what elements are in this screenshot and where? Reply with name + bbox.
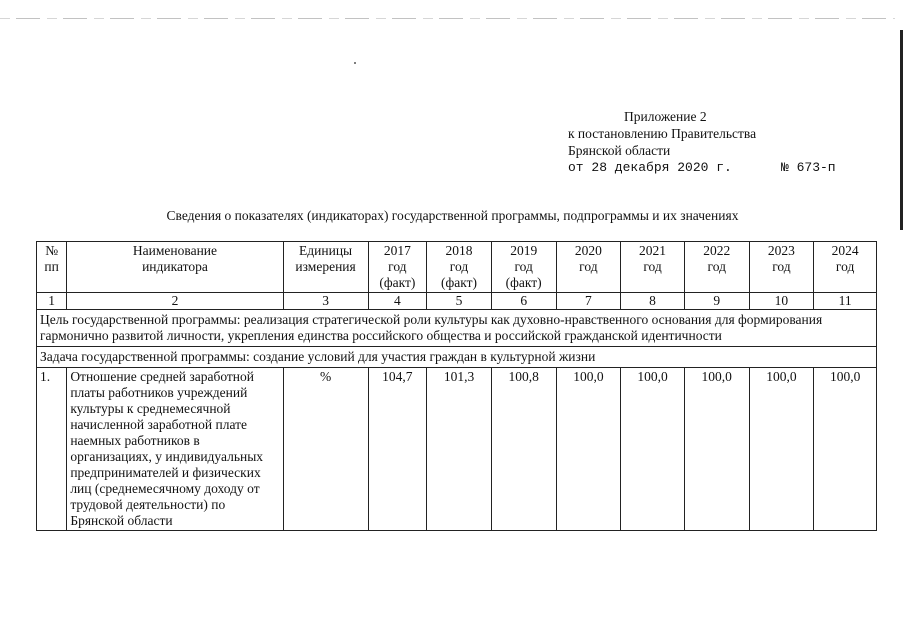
column-number-row (37, 293, 877, 310)
appendix-block (568, 108, 836, 176)
value-2024: 100,0 (814, 368, 877, 531)
column-number: 11 (814, 293, 877, 310)
column-number: 10 (749, 293, 814, 310)
column-number: 3 (283, 293, 368, 310)
goal-text: Цель государственной программы: реализация стратегической роли культуры как духовно-нравственного основания для формирования гармонично развитой личности, укрепления единства российского общества и российской гражданской идентичности (37, 310, 877, 347)
value-2022: 100,0 (684, 368, 749, 531)
value-2019: 100,8 (491, 368, 556, 531)
indicator-unit: % (283, 368, 368, 531)
column-number: 1 (37, 293, 67, 310)
row-number: 1. (37, 368, 67, 531)
header-2024: 2024 год (814, 242, 877, 293)
header-2017: 2017 год (факт) (368, 242, 427, 293)
column-number: 4 (368, 293, 427, 310)
column-number: 5 (427, 293, 492, 310)
header-2022: 2022 год (684, 242, 749, 293)
scan-edge-top (0, 18, 895, 19)
column-number: 7 (556, 293, 621, 310)
task-row (37, 347, 877, 368)
table-header-row (37, 242, 877, 293)
appendix-date: от 28 декабря 2020 г. (568, 160, 732, 175)
indicator-name: Отношение средней заработной платы работников учреждений культуры к среднемесячной начисленной заработной плате наемных работников в организациях, у индивидуальных предпринимателей и физических лиц (среднемесячному доходу от трудовой деятельности) по Брянской области (67, 368, 283, 531)
header-2021: 2021 год (621, 242, 685, 293)
value-2023: 100,0 (749, 368, 814, 531)
value-2018: 101,3 (427, 368, 492, 531)
header-unit: Единицы измерения (283, 242, 368, 293)
appendix-decree-line: к постановлению Правительства (568, 126, 757, 141)
column-number: 8 (621, 293, 685, 310)
scan-edge-right (900, 30, 903, 230)
header-2018: 2018 год (факт) (427, 242, 492, 293)
column-number: 2 (67, 293, 283, 310)
header-2023: 2023 год (749, 242, 814, 293)
task-text: Задача государственной программы: создание условий для участия граждан в культурной жизни (37, 347, 877, 368)
goal-row (37, 310, 877, 347)
table-row (37, 368, 877, 531)
column-number: 6 (491, 293, 556, 310)
indicators-table (36, 241, 877, 531)
value-2017: 104,7 (368, 368, 427, 531)
header-name: Наименование индикатора (67, 242, 283, 293)
appendix-title: Приложение 2 (624, 109, 707, 124)
column-number: 9 (684, 293, 749, 310)
header-2020: 2020 год (556, 242, 621, 293)
header-num: № пп (37, 242, 67, 293)
appendix-region-line: Брянской области (568, 143, 671, 158)
header-2019: 2019 год (факт) (491, 242, 556, 293)
document-title: Сведения о показателях (индикаторах) государственной программы, подпрограммы и их значениях (166, 208, 739, 223)
value-2021: 100,0 (621, 368, 685, 531)
appendix-number: № 673-п (781, 160, 836, 175)
scan-speck (354, 62, 356, 64)
value-2020: 100,0 (556, 368, 621, 531)
